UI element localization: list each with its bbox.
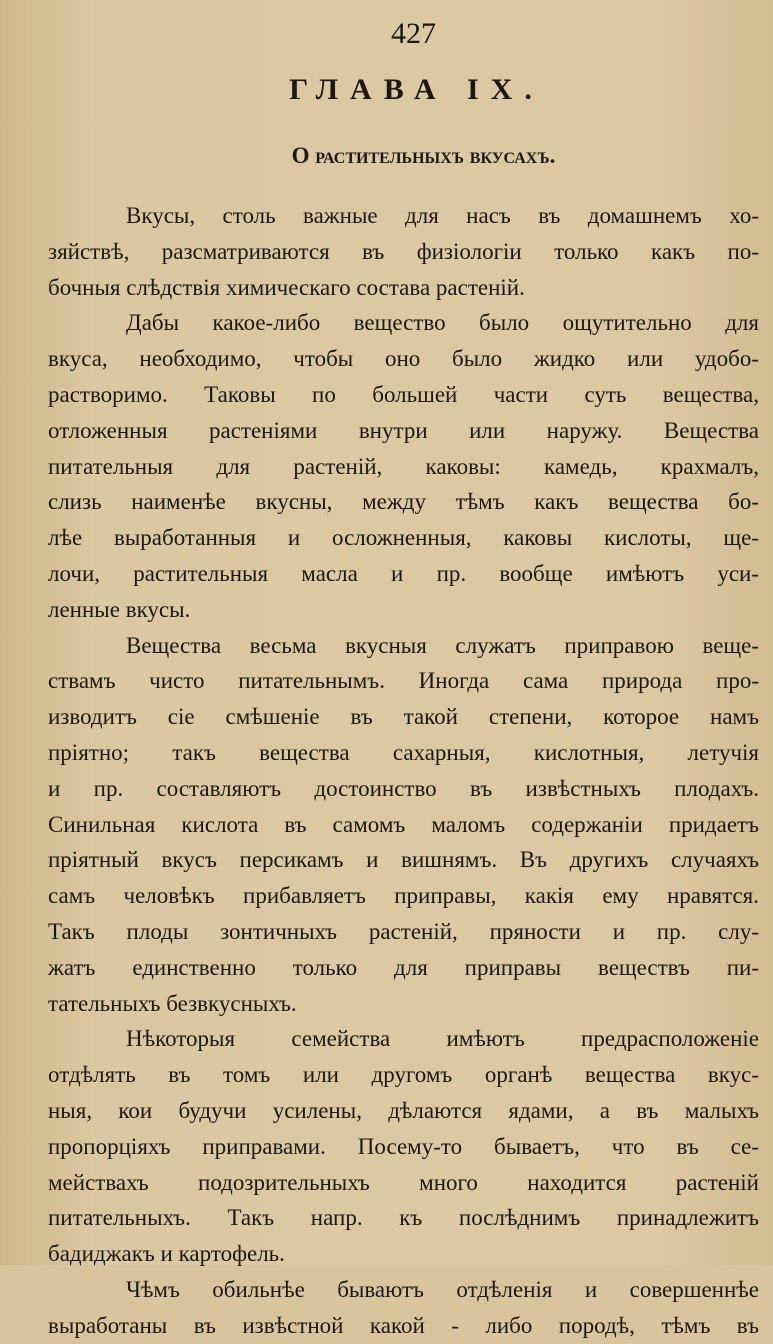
text-line: жатъ единственно только для приправы веществъ пи- — [48, 954, 759, 980]
text-line: пропорціяхъ приправами. Посему-то бываетъ, что въ се- — [48, 1133, 759, 1159]
text-line: ленные вкусы. — [48, 596, 191, 622]
text-line: изводитъ сіе смѣшеніе въ такой степени, которое намъ — [48, 704, 759, 730]
text-line: Синильная кислота въ самомъ маломъ содержаніи придаетъ — [48, 811, 759, 837]
text-line: выработаны въ извѣстной какой - либо породѣ, тѣмъ въ — [48, 1312, 759, 1338]
text-line: лочи, растительныя масла и пр. вообще имѣютъ уси- — [48, 560, 759, 586]
text-line: лѣе выработанныя и осложненныя, каковы кислоты, ще- — [48, 525, 759, 551]
paragraph — [48, 1272, 759, 1344]
text-line: питательныя для растеній, каковы: камедь, крахмалъ, — [48, 453, 759, 479]
text-line: мействахъ подозрительныхъ много находится растеній — [48, 1169, 759, 1195]
text-line: и пр. составляютъ достоинство въ извѣстныхъ плодахъ. — [48, 775, 759, 801]
text-line: тательныхъ безвкусныхъ. — [48, 990, 297, 1016]
text-line: питательныхъ. Такъ напр. къ послѣднимъ принадлежитъ — [48, 1205, 759, 1231]
paragraph — [48, 1021, 759, 1272]
text-line: пріятно; такъ вещества сахарныя, кислотныя, летучія — [48, 739, 759, 765]
text-line: отложенныя растеніями внутри или наружу. Вещества — [48, 417, 759, 443]
text-line: Вещества весьма вкусныя служатъ приправою веще- — [126, 632, 759, 658]
text-line: ствамъ чисто питательнымъ. Иногда сама природа про- — [48, 668, 759, 694]
text-line: зяйствѣ, разсматриваются въ физіологіи только какъ по- — [48, 238, 759, 264]
paragraph — [48, 305, 759, 627]
text-line: вкуса, необходимо, чтобы оно было жидко или удобо- — [48, 346, 759, 372]
body-text — [48, 198, 759, 1344]
section-title — [48, 140, 759, 172]
text-line: бадиджакъ и картофель. — [48, 1241, 285, 1267]
paragraph — [48, 198, 759, 305]
text-line: слизь наименѣе вкусны, между тѣмъ какъ вещества бо- — [48, 489, 759, 515]
text-line: Чѣмъ обильнѣе бываютъ отдѣленія и совершеннѣе — [126, 1276, 759, 1302]
text-line: Нѣкоторыя семейства имѣютъ предрасположеніе — [126, 1026, 759, 1052]
section-title-text: О растительныхъ вкусахъ. — [291, 143, 556, 168]
text-line: растворимо. Таковы по большей части суть вещества, — [48, 381, 759, 407]
text-line: Такъ плоды зонтичныхъ растеній, пряности и пр. слу- — [48, 918, 759, 944]
page-number: 427 — [391, 17, 436, 50]
text-line: Вкусы, столь важные для насъ въ домашнемъ хо- — [126, 203, 759, 228]
text-line: ныя, кои будучи усилены, дѣлаются ядами, а въ малыхъ — [48, 1097, 759, 1123]
text-line: пріятный вкусъ персикамъ и вишнямъ. Въ другихъ случаяхъ — [48, 847, 759, 873]
text-line: бочныя слѣдствія химическаго состава растеній. — [48, 274, 525, 300]
paragraph — [48, 628, 759, 1022]
text-line: самъ человѣкъ прибавляетъ приправы, какія ему нравятся. — [48, 883, 759, 909]
text-line: отдѣлять въ томъ или другомъ органѣ вещества вкус- — [48, 1062, 759, 1088]
text-line: Дабы какое-либо вещество было ощутительно для — [126, 310, 759, 336]
chapter-title: ГЛАВА IX. — [289, 73, 544, 106]
